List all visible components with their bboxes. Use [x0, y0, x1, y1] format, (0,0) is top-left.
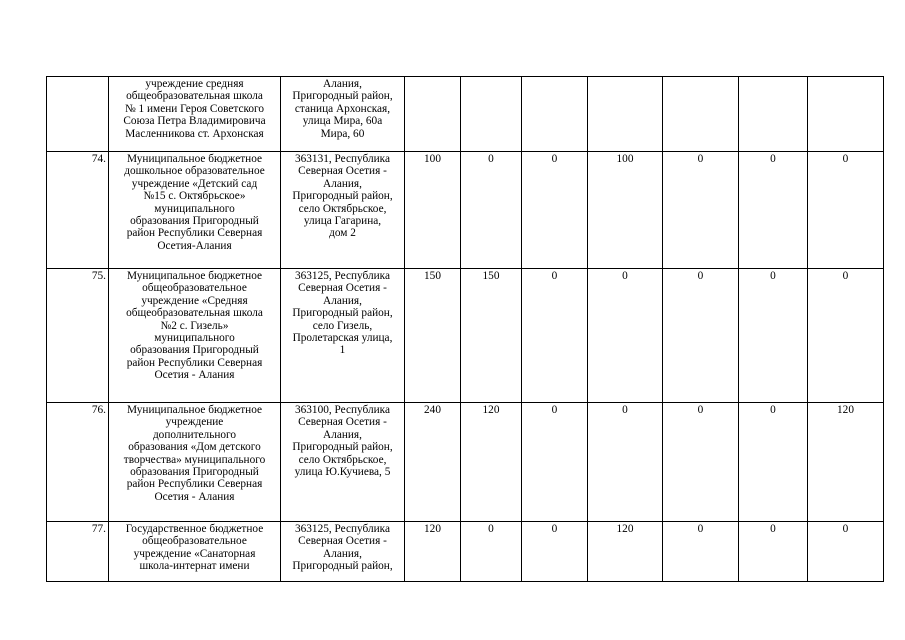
institution-name: Муниципальное бюджетное общеобразовательное учреждение «Средняя общеобразовательная школа №2 с. Гизель» муниципального образования Пригородный район Республики Северная Осетия - Алания: [109, 269, 281, 403]
institution-name: учреждение средняя общеобразовательная школа № 1 имени Героя Советского Союза Петра Владимировича Масленникова ст. Архонская: [109, 77, 281, 152]
row-number: 77.: [47, 522, 109, 582]
value-cell: [739, 77, 808, 152]
institution-address: 363131, Республика Северная Осетия - Алания, Пригородный район, село Октябрьское, улица Гагарина, дом 2: [281, 152, 405, 269]
value-cell: 0: [739, 152, 808, 269]
value-cell: 0: [663, 152, 739, 269]
value-cell: 150: [405, 269, 461, 403]
value-cell: 0: [808, 269, 884, 403]
value-cell: 120: [808, 403, 884, 522]
value-cell: 0: [663, 522, 739, 582]
table-row: [47, 522, 884, 582]
value-cell: 0: [739, 269, 808, 403]
institution-address: 363125, Республика Северная Осетия - Алания, Пригородный район,: [281, 522, 405, 582]
institutions-table: [46, 76, 884, 582]
value-cell: 120: [588, 522, 663, 582]
value-cell: 100: [405, 152, 461, 269]
value-cell: 0: [522, 403, 588, 522]
value-cell: 0: [588, 403, 663, 522]
value-cell: [588, 77, 663, 152]
table-row: [47, 77, 884, 152]
value-cell: 0: [522, 269, 588, 403]
value-cell: [522, 77, 588, 152]
row-number: 76.: [47, 403, 109, 522]
table-row: [47, 269, 884, 403]
value-cell: 240: [405, 403, 461, 522]
value-cell: 0: [588, 269, 663, 403]
institution-address: Алания, Пригородный район, станица Архонская, улица Мира, 60а Мира, 60: [281, 77, 405, 152]
value-cell: [461, 77, 522, 152]
value-cell: 0: [461, 522, 522, 582]
value-cell: 0: [522, 522, 588, 582]
row-number: 74.: [47, 152, 109, 269]
value-cell: 120: [461, 403, 522, 522]
value-cell: 100: [588, 152, 663, 269]
row-number: [47, 77, 109, 152]
row-number: 75.: [47, 269, 109, 403]
institution-address: 363125, Республика Северная Осетия - Алания, Пригородный район, село Гизель, Пролетарская улица, 1: [281, 269, 405, 403]
value-cell: 150: [461, 269, 522, 403]
value-cell: 0: [739, 403, 808, 522]
value-cell: [663, 77, 739, 152]
institution-address: 363100, Республика Северная Осетия - Алания, Пригородный район, село Октябрьское, улица Ю.Кучиева, 5: [281, 403, 405, 522]
value-cell: 0: [522, 152, 588, 269]
table-row: [47, 152, 884, 269]
table-row: [47, 403, 884, 522]
value-cell: 0: [663, 403, 739, 522]
institution-name: Муниципальное бюджетное учреждение дополнительного образования «Дом детского творчества» муниципального образования Пригородный район Республики Северная Осетия - Алания: [109, 403, 281, 522]
value-cell: 0: [461, 152, 522, 269]
institution-name: Муниципальное бюджетное дошкольное образовательное учреждение «Детский сад №15 с. Октябрьское» муниципального образования Пригородный район Республики Северная Осетия-Алания: [109, 152, 281, 269]
value-cell: [808, 77, 884, 152]
value-cell: 0: [739, 522, 808, 582]
value-cell: 0: [808, 152, 884, 269]
value-cell: 0: [808, 522, 884, 582]
value-cell: 120: [405, 522, 461, 582]
value-cell: 0: [663, 269, 739, 403]
value-cell: [405, 77, 461, 152]
institution-name: Государственное бюджетное общеобразовательное учреждение «Санаторная школа-интернат имени: [109, 522, 281, 582]
